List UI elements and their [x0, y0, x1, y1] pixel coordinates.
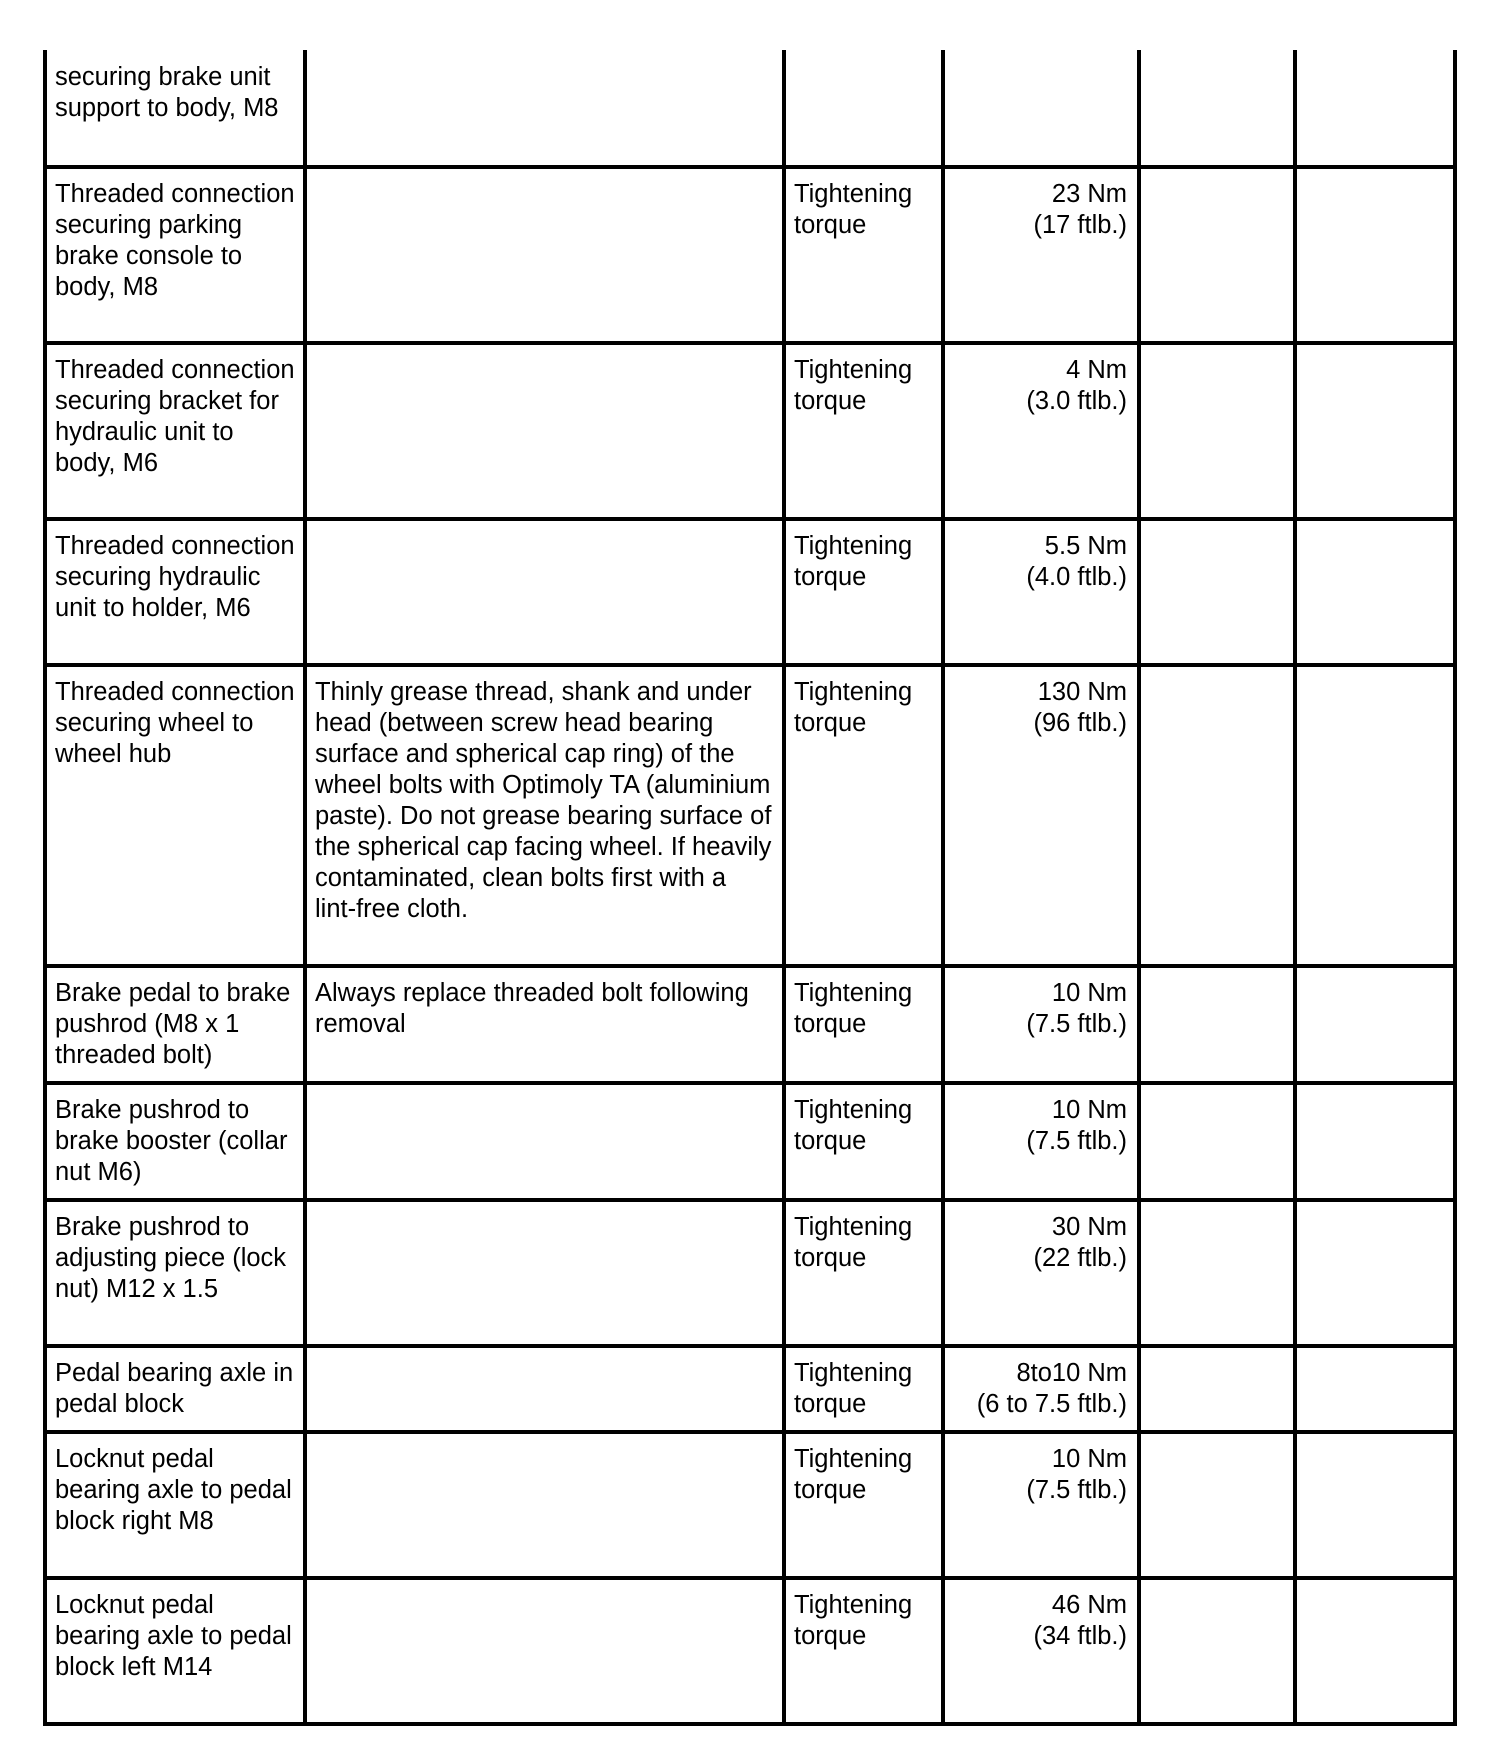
note-cell — [305, 1083, 784, 1200]
type-cell: Tightening torque — [784, 966, 943, 1083]
value-imperial: (96 ftlb.) — [1033, 709, 1127, 737]
empty-cell — [1295, 50, 1455, 167]
value-cell — [943, 1346, 1139, 1432]
empty-cell — [1139, 1346, 1295, 1432]
torque-spec-table — [43, 50, 1457, 1726]
empty-cell — [1295, 966, 1455, 1083]
value-metric: 10 Nm — [1051, 1445, 1127, 1473]
value-imperial: (22 ftlb.) — [1033, 1244, 1127, 1272]
type-cell: Tightening torque — [784, 665, 943, 966]
empty-cell — [1139, 343, 1295, 519]
table-row — [45, 50, 1455, 167]
component-cell: Threaded connection securing bracket for hydraulic unit to body, M6 — [45, 343, 305, 519]
value-imperial: (3.0 ftlb.) — [1026, 387, 1127, 415]
value-metric: 23 Nm — [1051, 180, 1127, 208]
note-cell: Thinly grease thread, shank and under head (between screw head bearing surface and spherical cap ring) of the wheel bolts with Optimoly TA (aluminium paste). Do not grease bearing surface of the spherical cap facing wheel. If heavily contaminated, clean bolts first with a lint-free cloth. — [305, 665, 784, 966]
empty-cell — [1295, 343, 1455, 519]
empty-cell — [1139, 519, 1295, 665]
type-cell: Tightening torque — [784, 343, 943, 519]
note-cell — [305, 343, 784, 519]
value-cell — [943, 966, 1139, 1083]
value-imperial: (7.5 ftlb.) — [1026, 1127, 1127, 1155]
empty-cell — [1295, 1432, 1455, 1578]
value-cell — [943, 50, 1139, 167]
value-cell — [943, 1432, 1139, 1578]
table-row — [45, 1432, 1455, 1578]
component-cell: Locknut pedal bearing axle to pedal block right M8 — [45, 1432, 305, 1578]
type-cell: Tightening torque — [784, 519, 943, 665]
note-cell — [305, 1200, 784, 1346]
value-metric: 10 Nm — [1051, 1096, 1127, 1124]
component-cell: Brake pushrod to adjusting piece (lock nut) M12 x 1.5 — [45, 1200, 305, 1346]
empty-cell — [1139, 167, 1295, 343]
empty-cell — [1139, 1200, 1295, 1346]
table-row — [45, 665, 1455, 966]
value-cell — [943, 519, 1139, 665]
value-metric: 8to10 Nm — [1016, 1359, 1127, 1387]
table-row — [45, 1200, 1455, 1346]
table-row — [45, 966, 1455, 1083]
note-cell — [305, 1578, 784, 1724]
component-cell: Threaded connection securing parking brake console to body, M8 — [45, 167, 305, 343]
value-imperial: (7.5 ftlb.) — [1026, 1010, 1127, 1038]
table-row — [45, 1346, 1455, 1432]
empty-cell — [1139, 1432, 1295, 1578]
value-cell — [943, 167, 1139, 343]
value-imperial: (17 ftlb.) — [1033, 211, 1127, 239]
value-metric: 46 Nm — [1051, 1591, 1127, 1619]
table-row — [45, 1083, 1455, 1200]
note-cell — [305, 1346, 784, 1432]
empty-cell — [1139, 966, 1295, 1083]
type-cell: Tightening torque — [784, 1200, 943, 1346]
table-row — [45, 519, 1455, 665]
component-cell: securing brake unit support to body, M8 — [45, 50, 305, 167]
component-cell: Threaded connection securing wheel to wheel hub — [45, 665, 305, 966]
type-cell: Tightening torque — [784, 1083, 943, 1200]
note-cell — [305, 519, 784, 665]
type-cell: Tightening torque — [784, 167, 943, 343]
value-imperial: (7.5 ftlb.) — [1026, 1476, 1127, 1504]
note-cell — [305, 1432, 784, 1578]
value-imperial: (4.0 ftlb.) — [1026, 563, 1127, 591]
value-imperial: (34 ftlb.) — [1033, 1622, 1127, 1650]
value-metric: 10 Nm — [1051, 979, 1127, 1007]
value-metric: 5.5 Nm — [1044, 532, 1127, 560]
note-cell — [305, 167, 784, 343]
empty-cell — [1295, 519, 1455, 665]
component-cell: Brake pushrod to brake booster (collar nut M6) — [45, 1083, 305, 1200]
type-cell: Tightening torque — [784, 1578, 943, 1724]
component-cell: Locknut pedal bearing axle to pedal block left M14 — [45, 1578, 305, 1724]
table-row — [45, 1578, 1455, 1724]
empty-cell — [1295, 665, 1455, 966]
document-page — [43, 50, 1453, 1726]
note-cell: Always replace threaded bolt following removal — [305, 966, 784, 1083]
empty-cell — [1295, 167, 1455, 343]
value-cell — [943, 665, 1139, 966]
empty-cell — [1295, 1083, 1455, 1200]
type-cell: Tightening torque — [784, 1432, 943, 1578]
empty-cell — [1295, 1200, 1455, 1346]
empty-cell — [1295, 1578, 1455, 1724]
empty-cell — [1139, 1083, 1295, 1200]
component-cell: Threaded connection securing hydraulic unit to holder, M6 — [45, 519, 305, 665]
empty-cell — [1139, 665, 1295, 966]
value-metric: 130 Nm — [1037, 678, 1127, 706]
value-metric: 30 Nm — [1051, 1213, 1127, 1241]
table-row — [45, 167, 1455, 343]
type-cell — [784, 50, 943, 167]
component-cell: Brake pedal to brake pushrod (M8 x 1 threaded bolt) — [45, 966, 305, 1083]
table-row — [45, 343, 1455, 519]
value-imperial: (6 to 7.5 ftlb.) — [976, 1390, 1127, 1418]
value-cell — [943, 1200, 1139, 1346]
note-cell — [305, 50, 784, 167]
value-cell — [943, 343, 1139, 519]
value-metric: 4 Nm — [1066, 356, 1127, 384]
type-cell: Tightening torque — [784, 1346, 943, 1432]
empty-cell — [1139, 1578, 1295, 1724]
value-cell — [943, 1578, 1139, 1724]
empty-cell — [1295, 1346, 1455, 1432]
empty-cell — [1139, 50, 1295, 167]
value-cell — [943, 1083, 1139, 1200]
component-cell: Pedal bearing axle in pedal block — [45, 1346, 305, 1432]
